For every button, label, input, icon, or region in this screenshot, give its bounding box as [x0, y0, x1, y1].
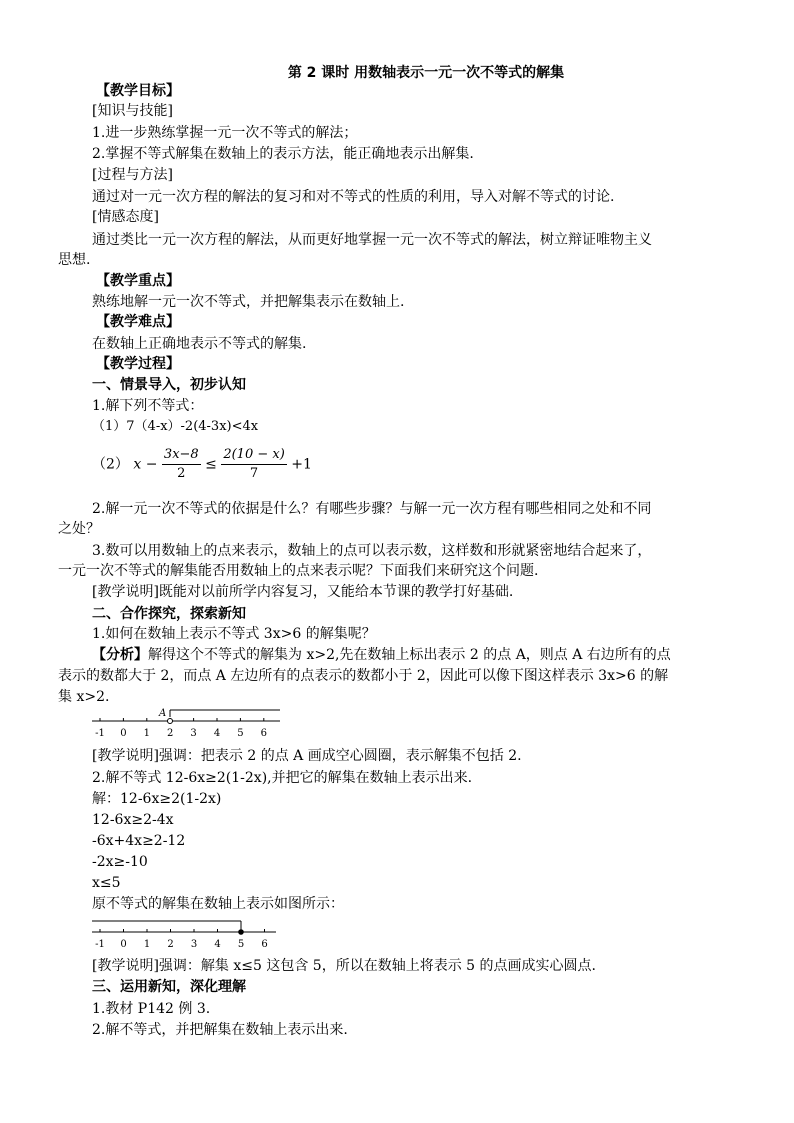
text-line: 1.教材 P142 例 3. — [92, 1001, 211, 1017]
section-heading-part: 一、情景导入， — [92, 377, 190, 393]
subheading-process: [过程与方法] — [92, 167, 173, 183]
text-line: 2.掌握不等式解集在数轴上的表示方法，能正确地表示出解集. — [92, 146, 474, 162]
var-x: x — [133, 456, 142, 473]
solution-step: x≤5 — [92, 875, 121, 891]
axis-tick-label: 2 — [167, 939, 174, 950]
axis-tick-label: 4 — [213, 728, 221, 739]
page-title: 第 2 课时 用数轴表示一元一次不等式的解集 — [287, 65, 565, 81]
heading-difficulties: 【教学难点】 — [96, 314, 180, 330]
text-line: 表示的数都大于 2，而点 A 左边所有的点表示的数都小于 2，因此可以像下图这样表示 3x>6 的解 — [58, 668, 669, 684]
section-heading-3: 三、运用新知，深化理解 — [92, 979, 246, 995]
text-line: 熟练地解一元一次不等式，并把解集表示在数轴上. — [92, 294, 405, 310]
teaching-note: [教学说明]强调：解集 x≤5 这包含 5，所以在数轴上将表示 5 的点画成实心圆点. — [92, 958, 596, 974]
text-line: 通过类比一元一次方程的解法，从而更好地掌握一元一次不等式的解法，树立辩证唯物主义 — [92, 232, 652, 248]
fraction-1 — [162, 446, 201, 483]
text-line: 在数轴上正确地表示不等式的解集. — [92, 336, 307, 352]
axis-tick-label: 5 — [237, 728, 244, 739]
heading-process: 【教学过程】 — [96, 356, 180, 372]
number-line-1 — [90, 705, 290, 741]
heading-key-points: 【教学重点】 — [96, 273, 180, 289]
solution-step: -6x+4x≥2-12 — [92, 833, 186, 849]
text-line: 原不等式的解集在数轴上表示如图所示： — [92, 896, 344, 912]
subheading-attitude: [情感态度] — [92, 209, 159, 225]
axis-tick-label: 6 — [260, 728, 267, 739]
axis-tick-label: 3 — [190, 939, 198, 950]
fraction-2 — [221, 446, 286, 483]
axis-tick-label: -1 — [95, 728, 105, 739]
section-heading-1 — [92, 375, 246, 395]
text-line: 2.解不等式 12-6x≥2(1-2x),并把它的解集在数轴上表示出来. — [92, 770, 473, 786]
fraction-2-numerator: 2(10 − x) — [221, 446, 286, 465]
section-heading-part: 初步认知 — [190, 377, 246, 393]
fraction-1-denominator: 2 — [177, 466, 186, 481]
point-a-label: A — [159, 708, 167, 719]
analysis-text: 解得这个不等式的解集为 x>2,先在数轴上标出表示 2 的点 A，则点 A 右边所有的点 — [148, 647, 671, 663]
axis-tick-label: 6 — [261, 939, 268, 950]
fraction-2-denominator: 7 — [249, 466, 259, 481]
axis-tick-label: -1 — [95, 939, 105, 950]
axis-tick-label: 2 — [167, 728, 174, 739]
solution-step: 12-6x≥2-4x — [92, 812, 174, 828]
text-line: 1.解下列不等式： — [92, 398, 204, 414]
axis-tick-label: 4 — [214, 939, 221, 950]
text-line: 3.数可以用数轴上的点来表示，数轴上的点可以表示数，这样数和形就紧密地结合起来了， — [92, 543, 652, 559]
text-line: 思想. — [58, 252, 91, 268]
heading-objectives: 【教学目标】 — [96, 83, 180, 99]
section-heading-2: 二、合作探究，探索新知 — [92, 606, 246, 622]
axis-tick-label: 0 — [120, 939, 127, 950]
analysis-line — [92, 645, 671, 665]
number-line-2 — [90, 916, 290, 950]
text-line: 一元一次不等式的解集能否用数轴上的点来表示呢？下面我们来研究这个问题. — [58, 563, 539, 579]
minus-sign: − — [145, 456, 158, 473]
le-sign: ≤ — [205, 456, 217, 473]
solution-step: -2x≥-10 — [92, 854, 148, 870]
inequality-2 — [92, 446, 312, 483]
text-line: 1.进一步熟练掌握一元一次不等式的解法； — [92, 125, 358, 141]
text-line: 1.如何在数轴上表示不等式 3x>6 的解集呢？ — [92, 626, 376, 642]
text-line: 通过对一元一次方程的解法的复习和对不等式的性质的利用，导入对解不等式的讨论. — [92, 189, 615, 205]
inequality-1: （1）7（4-x）-2(4-3x)<4x — [92, 419, 259, 434]
axis-tick-label: 1 — [143, 728, 150, 739]
text-line: 之处？ — [58, 521, 100, 537]
teaching-note: [教学说明]强调：把表示 2 的点 A 画成空心圆圈，表示解集不包括 2. — [92, 748, 522, 764]
analysis-label: 【分析】 — [92, 647, 148, 663]
axis-tick-label: 1 — [143, 939, 151, 950]
text-line: 2.解一元一次不等式的依据是什么？有哪些步骤？与解一元一次方程有哪些相同之处和不同 — [92, 501, 652, 517]
open-point-a — [168, 719, 173, 724]
text-line: 2.解不等式，并把解集在数轴上表示出来. — [92, 1022, 348, 1038]
inequality-2-prefix: （2） — [92, 456, 129, 473]
inequality-2-tail: +1 — [291, 456, 312, 473]
solution-step: 解：12-6x≥2(1-2x) — [92, 791, 222, 807]
axis-tick-label: 5 — [237, 939, 245, 950]
text-line: 集 x>2. — [58, 689, 110, 705]
teaching-note: [教学说明]既能对以前所学内容复习，又能给本节课的教学打好基础. — [92, 584, 514, 600]
fraction-1-numerator: 3x−8 — [162, 446, 201, 465]
axis-tick-label: 0 — [120, 728, 127, 739]
subheading-knowledge: [知识与技能] — [92, 103, 173, 119]
axis-tick-label: 3 — [190, 728, 197, 739]
filled-point-5 — [238, 929, 244, 935]
